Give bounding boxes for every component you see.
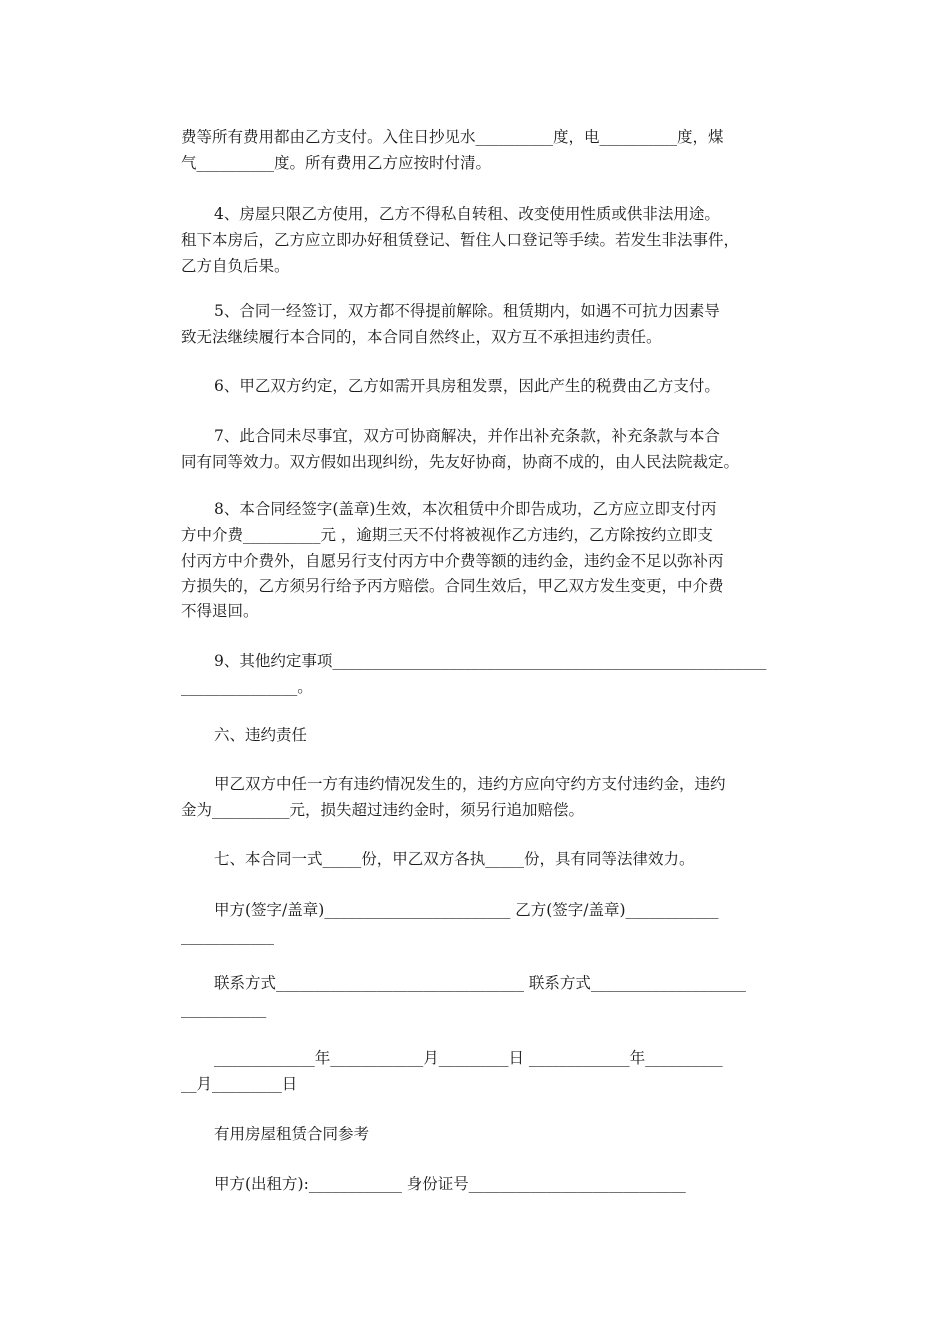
- date-line: __月_________日: [181, 1075, 298, 1093]
- contact-line: 联系方式________________________________ 联系方式____________________: [214, 974, 746, 992]
- date-line: _____________年____________月_________日 _____________年__________: [214, 1049, 723, 1067]
- signature-line: 甲方(签字/盖章)________________________ 乙方(签字/盖章)____________: [214, 901, 719, 919]
- party-line: 甲方(出租方):____________ 身份证号____________________________: [214, 1175, 686, 1193]
- text-line: 方损失的，乙方须另行给予丙方赔偿。合同生效后，甲乙双方发生变更，中介费: [181, 577, 724, 595]
- section-heading: 有用房屋租赁合同参考: [214, 1125, 370, 1143]
- text-line: 7、此合同未尽事宜，双方可协商解决，并作出补充条款，补充条款与本合: [214, 427, 720, 445]
- text-line: 9、其他约定事项________________________________________________________: [214, 652, 767, 670]
- text-line: 8、本合同经签字(盖章)生效，本次租赁中介即告成功，乙方应立即支付丙: [214, 500, 717, 518]
- text-line: 4、房屋只限乙方使用，乙方不得私自转租、改变使用性质或供非法用途。: [214, 205, 720, 223]
- section-heading: 六、违约责任: [214, 726, 308, 744]
- text-line: 七、本合同一式_____份，甲乙双方各执_____份，具有同等法律效力。: [214, 850, 695, 868]
- text-line: 同有同等效力。双方假如出现纠纷，先友好协商，协商不成的，由人民法院裁定。: [181, 453, 740, 471]
- contact-line: ___________: [181, 1000, 267, 1018]
- text-line: 付丙方中介费外，自愿另行支付丙方中介费等额的违约金，违约金不足以弥补丙: [181, 552, 724, 570]
- signature-line: ____________: [181, 927, 274, 945]
- text-line: 5、合同一经签订，双方都不得提前解除。租赁期内，如遇不可抗力因素导: [214, 302, 720, 320]
- text-line: 不得退回。: [181, 602, 259, 620]
- text-line: 租下本房后，乙方应立即办好租赁登记、暂住人口登记等手续。若发生非法事件，: [181, 231, 740, 249]
- text-line: 金为__________元，损失超过违约金时，须另行追加赔偿。: [181, 801, 585, 819]
- text-line: 费等所有费用都由乙方支付。入住日抄见水__________度，电__________度，煤: [181, 128, 724, 146]
- text-line: _______________。: [181, 678, 313, 696]
- text-line: 方中介费__________元 ，逾期三天不付将被视作乙方违约，乙方除按约立即支: [181, 526, 713, 544]
- text-line: 乙方自负后果。: [181, 257, 290, 275]
- text-line: 甲乙双方中任一方有违约情况发生的，违约方应向守约方支付违约金，违约: [214, 775, 726, 793]
- text-line: 气__________度。所有费用乙方应按时付清。: [181, 154, 492, 172]
- text-line: 6、甲乙双方约定，乙方如需开具房租发票，因此产生的税费由乙方支付。: [214, 377, 720, 395]
- text-line: 致无法继续履行本合同的，本合同自然终止，双方互不承担违约责任。: [181, 328, 662, 346]
